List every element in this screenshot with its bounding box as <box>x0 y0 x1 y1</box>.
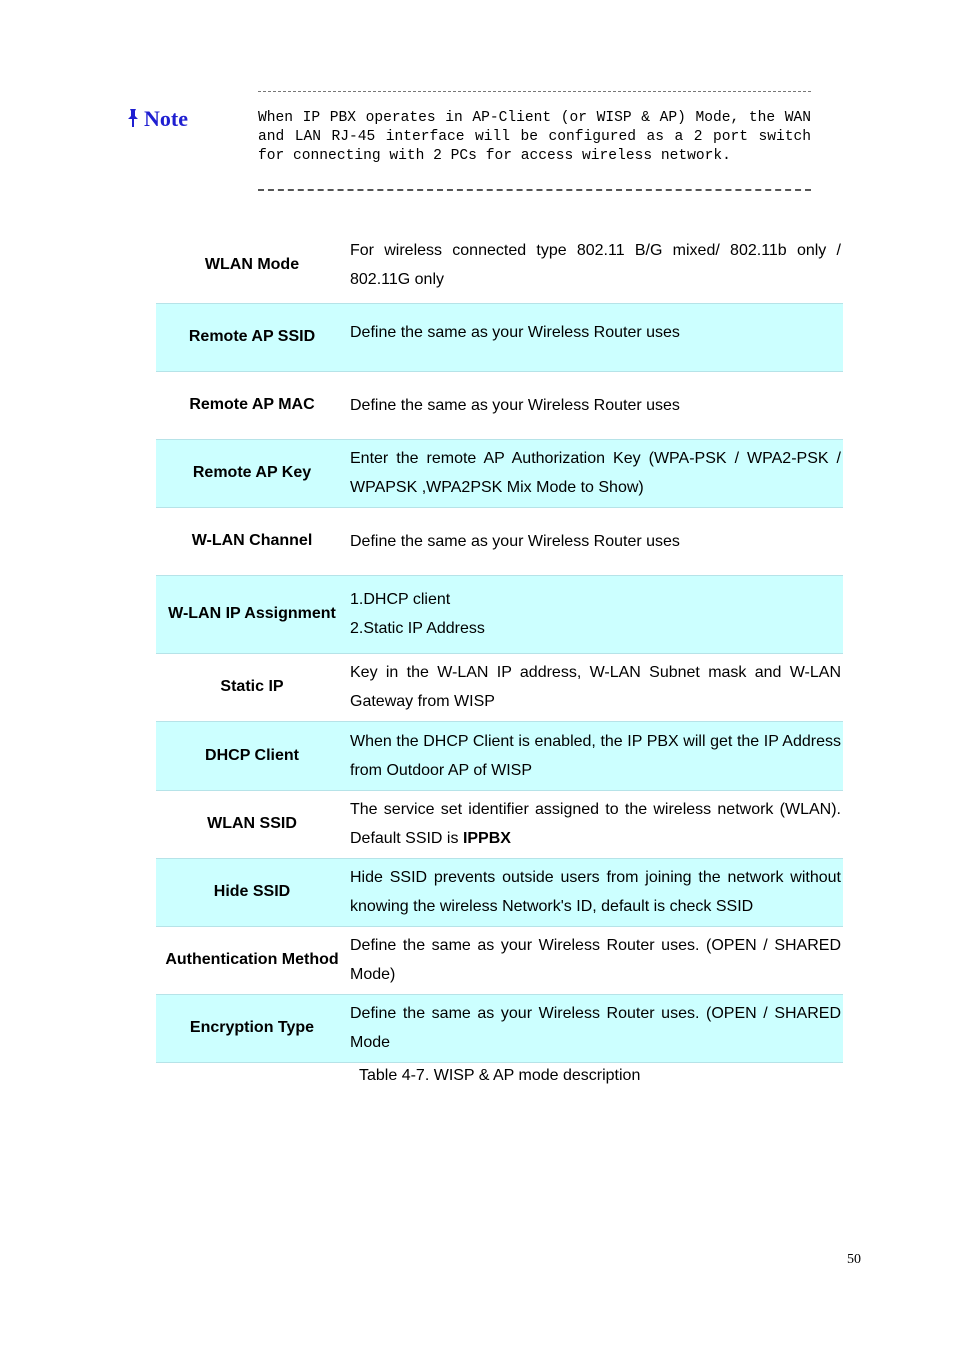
row-label: DHCP Client <box>156 721 348 790</box>
row-label: Static IP <box>156 653 348 721</box>
row-label: Hide SSID <box>156 858 348 926</box>
static-ip-option: 2.Static IP Address <box>350 620 485 637</box>
row-value: Key in the W-LAN IP address, W-LAN Subnet mask and W-LAN Gateway from WISP <box>348 653 843 721</box>
table-row <box>156 653 843 721</box>
row-label: Authentication Method <box>156 926 348 994</box>
pushpin-icon <box>126 108 140 128</box>
table-row <box>156 575 843 653</box>
dhcp-client-option: 1.DHCP client <box>350 591 451 608</box>
table-row <box>156 994 843 1062</box>
row-value: Hide SSID prevents outside users from joining the network without knowing the wireless Network's ID, default is check SSID <box>348 858 843 926</box>
wisp-ap-mode-table <box>156 228 843 1063</box>
note-bottom-divider <box>258 189 811 191</box>
note-label-text: Note <box>144 106 188 131</box>
table-caption: Table 4-7. WISP & AP mode description <box>359 1067 641 1084</box>
row-value: Enter the remote AP Authorization Key (WPA-PSK / WPA2-PSK / WPAPSK ,WPA2PSK Mix Mode to Show) <box>348 439 843 507</box>
note-top-divider <box>258 91 811 92</box>
table-row <box>156 371 843 439</box>
table-row <box>156 439 843 507</box>
row-value <box>348 575 843 653</box>
row-label: Remote AP MAC <box>156 371 348 439</box>
row-label: Remote AP SSID <box>156 303 348 371</box>
row-label: Remote AP Key <box>156 439 348 507</box>
row-value <box>348 303 843 371</box>
row-value: For wireless connected type 802.11 B/G mixed/ 802.11b only / 802.11G only <box>348 228 843 303</box>
row-value-text: Define the same as your Wireless Router uses <box>350 323 680 341</box>
row-label: W-LAN Channel <box>156 507 348 575</box>
table-row <box>156 926 843 994</box>
note-text: When IP PBX operates in AP-Client (or WISP & AP) Mode, the WAN and LAN RJ-45 interface will be configured as a 2 port switch for connecting with 2 PCs for access wireless network. <box>258 110 811 164</box>
row-value: Define the same as your Wireless Router uses. (OPEN / SHARED Mode) <box>348 926 843 994</box>
row-value: Define the same as your Wireless Router uses <box>348 507 843 575</box>
row-label: Encryption Type <box>156 994 348 1062</box>
note-heading <box>126 106 188 132</box>
row-label: WLAN SSID <box>156 790 348 858</box>
table-row <box>156 721 843 790</box>
row-value: Define the same as your Wireless Router uses <box>348 371 843 439</box>
table-row <box>156 858 843 926</box>
row-value: When the DHCP Client is enabled, the IP PBX will get the IP Address from Outdoor AP of WISP <box>348 721 843 790</box>
table-row <box>156 507 843 575</box>
table-row <box>156 790 843 858</box>
table-row <box>156 303 843 371</box>
row-label: W-LAN IP Assignment <box>156 575 348 653</box>
row-value-text: The service set identifier assigned to the wireless network (WLAN). Default SSID is <box>350 801 841 847</box>
default-ssid-value: IPPBX <box>462 830 511 847</box>
table-row <box>156 228 843 303</box>
page-number: 50 <box>847 1252 861 1267</box>
row-value <box>348 790 843 858</box>
row-value: Define the same as your Wireless Router uses. (OPEN / SHARED Mode <box>348 994 843 1062</box>
row-label: WLAN Mode <box>156 228 348 303</box>
